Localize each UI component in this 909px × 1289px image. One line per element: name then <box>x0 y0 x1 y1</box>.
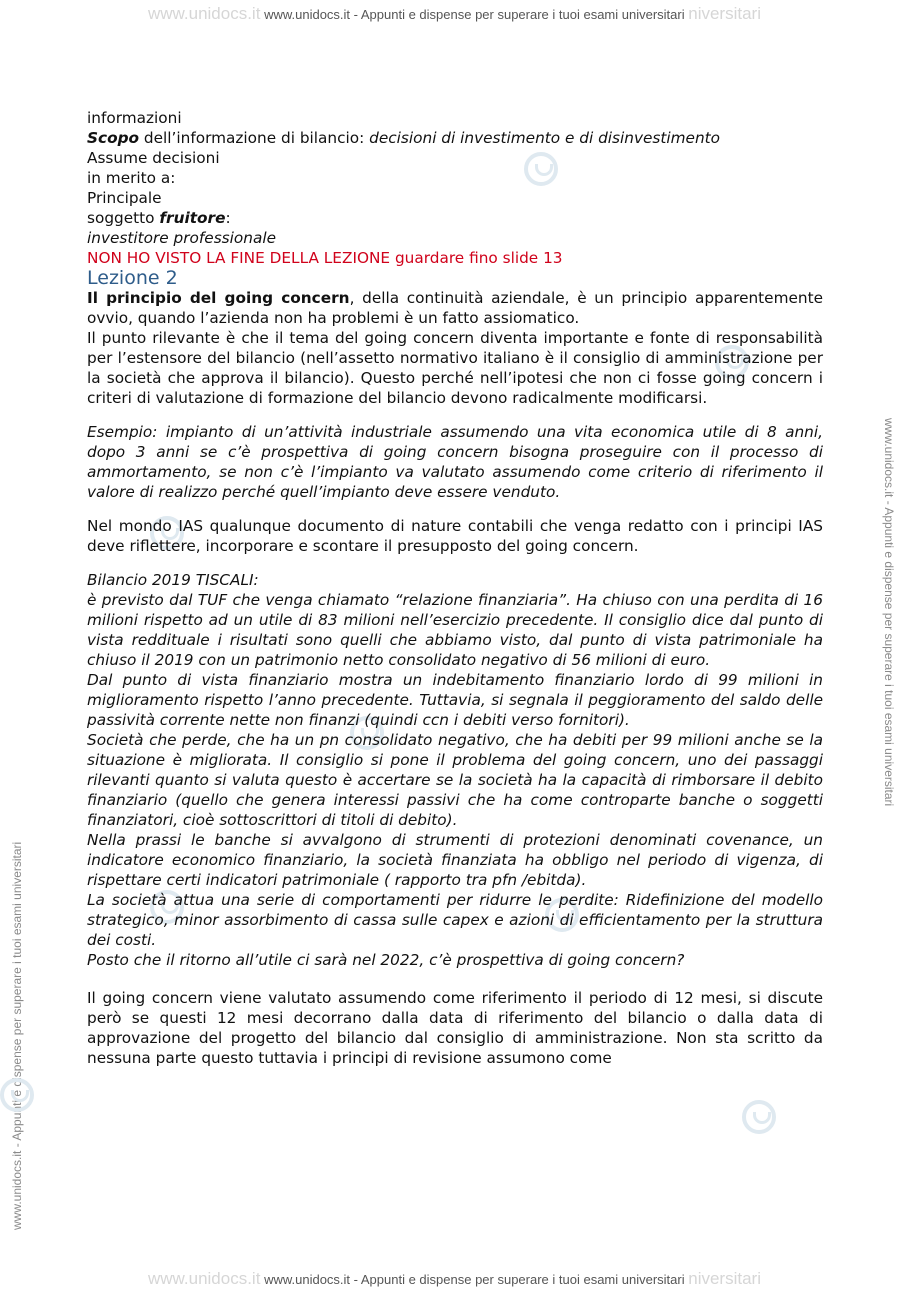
scope-label: Scopo <box>87 129 140 147</box>
scope-text: dell’informazione di bilancio: <box>139 129 370 147</box>
banner-faint-left: www.unidocs.it <box>148 4 261 23</box>
intro-line: investitore professionale <box>87 229 276 247</box>
paragraph-going-concern <box>87 288 823 328</box>
user-colon: : <box>225 209 231 227</box>
intro-user-line <box>87 208 823 228</box>
banner-faint-right: niversitari <box>688 4 761 23</box>
banner-text: www.unidocs.it - Appunti e dispense per superare i tuoi esami universitari <box>264 1272 685 1287</box>
footer-banner <box>0 1269 909 1289</box>
user-prefix: soggetto <box>87 209 160 227</box>
user-label: fruitore <box>159 209 226 227</box>
tiscali-title: Bilancio 2019 TISCALI: <box>87 571 259 589</box>
banner-faint-right: niversitari <box>688 1269 761 1288</box>
tiscali-paragraph: Società che perde, che ha un pn consolidato negativo, che ha debiti per 99 milioni anche se la situazione è migliorata. Il consiglio si pone il problema del going concern, uno dei passaggi rilevanti quanto si valuta questo è accertare se la società ha la capacità di rimborsare il debito finanziario (quello che genera interessi passivi che ha come controparte banche o soggetti finanziatori, cioè sottoscrittori di titoli di debito). <box>87 731 823 829</box>
paragraph: Il punto rilevante è che il tema del going concern diventa importante e fonte di responsabilità per l’estensore del bilancio (nell’assetto normativo italiano è il consiglio di amministrazione per la società che approva il bilancio). Questo perché nell’ipotesi che non ci fosse going concern i criteri di valutazione di formazione del bilancio devono radicalmente modificarsi. <box>87 329 823 407</box>
side-watermark-right: www.unidocs.it - Appunti e dispense per superare i tuoi esami universitari <box>882 418 896 807</box>
intro-line: Principale <box>87 189 162 207</box>
intro-line: in merito a: <box>87 169 176 187</box>
logo-watermark-icon <box>0 1078 34 1112</box>
going-concern-text: , della continuità aziendale, è un principio apparentemente ovvio, quando l’azienda non ha problemi è un fatto assiomatico. <box>87 289 823 327</box>
side-watermark-left: www.unidocs.it - Appunti e dispense per superare i tuoi esami universitari <box>10 841 24 1230</box>
header-banner <box>0 4 909 24</box>
tiscali-paragraph: è previsto dal TUF che venga chiamato “relazione finanziaria”. Ha chiuso con una perdita di 16 milioni rispetto ad un utile di 83 milioni nell’esercizio precedente. Il consiglio dice dal punto di vista reddituale i risultati sono quelli che abbiamo visto, dal punto di vista patrimoniale ha chiuso il 2019 con un patrimonio netto consolidato negativo di 56 milioni di euro. <box>87 591 823 669</box>
intro-line: Assume decisioni <box>87 149 220 167</box>
banner-faint-left: www.unidocs.it <box>148 1269 261 1288</box>
paragraph-example: Esempio: impianto di un’attività industriale assumendo una vita economica utile di 8 anni, dopo 3 anni se c’è prospettiva di going concern bisogna proseguire con il processo di ammortamento, se non c’è l’impianto va valutato assumendo come criterio di riferimento il valore di realizzo perché quell’impianto deve essere venduto. <box>87 423 823 501</box>
tiscali-paragraph: La società attua una serie di comportamenti per ridurre le perdite: Ridefinizione del modello strategico, minor assorbimento di cassa sulle capex e azioni di efficientamento per la struttura dei costi. <box>87 891 823 949</box>
logo-watermark-icon <box>742 1100 776 1134</box>
tiscali-paragraph: Nella prassi le banche si avvalgono di strumenti di protezioni denominati covenance, un indicatore economico finanziario, la società finanziata ha obbligo nel periodo di vigenza, di rispettare certi indicatori patrimoniale ( rapporto tra pfn /ebitda). <box>87 831 823 889</box>
paragraph-final: Il going concern viene valutato assumendo come riferimento il periodo di 12 mesi, si discute però se questi 12 mesi decorrano dalla data di riferimento del bilancio o dalla data di approvazione del progetto del bilancio dal consiglio di amministrazione. Non sta scritto da nessuna parte questo tuttavia i principi di revisione assumono come <box>87 989 823 1067</box>
intro-line: informazioni <box>87 109 182 127</box>
intro-scope-line <box>87 128 823 148</box>
tiscali-paragraph: Posto che il ritorno all’utile ci sarà nel 2022, c’è prospettiva di going concern? <box>87 951 685 969</box>
document-body <box>87 108 823 1068</box>
going-concern-term: Il principio del going concern <box>87 289 350 307</box>
note-line: NON HO VISTO LA FINE DELLA LEZIONE guardare fino slide 13 <box>87 249 563 267</box>
banner-text: www.unidocs.it - Appunti e dispense per superare i tuoi esami universitari <box>264 7 685 22</box>
scope-purpose: decisioni di investimento e di disinvestimento <box>369 129 720 147</box>
section-heading: Lezione 2 <box>87 267 178 289</box>
paragraph-ias: Nel mondo IAS qualunque documento di nature contabili che venga redatto con i principi IAS deve riflettere, incorporare e scontare il presupposto del going concern. <box>87 517 823 555</box>
tiscali-paragraph: Dal punto di vista finanziario mostra un indebitamento finanziario lordo di 99 milioni in miglioramento rispetto l’anno precedente. Tuttavia, si segnala il peggioramento del saldo delle passività corrente nette non finanzi (quindi ccn i debiti verso fornitori). <box>87 671 823 729</box>
